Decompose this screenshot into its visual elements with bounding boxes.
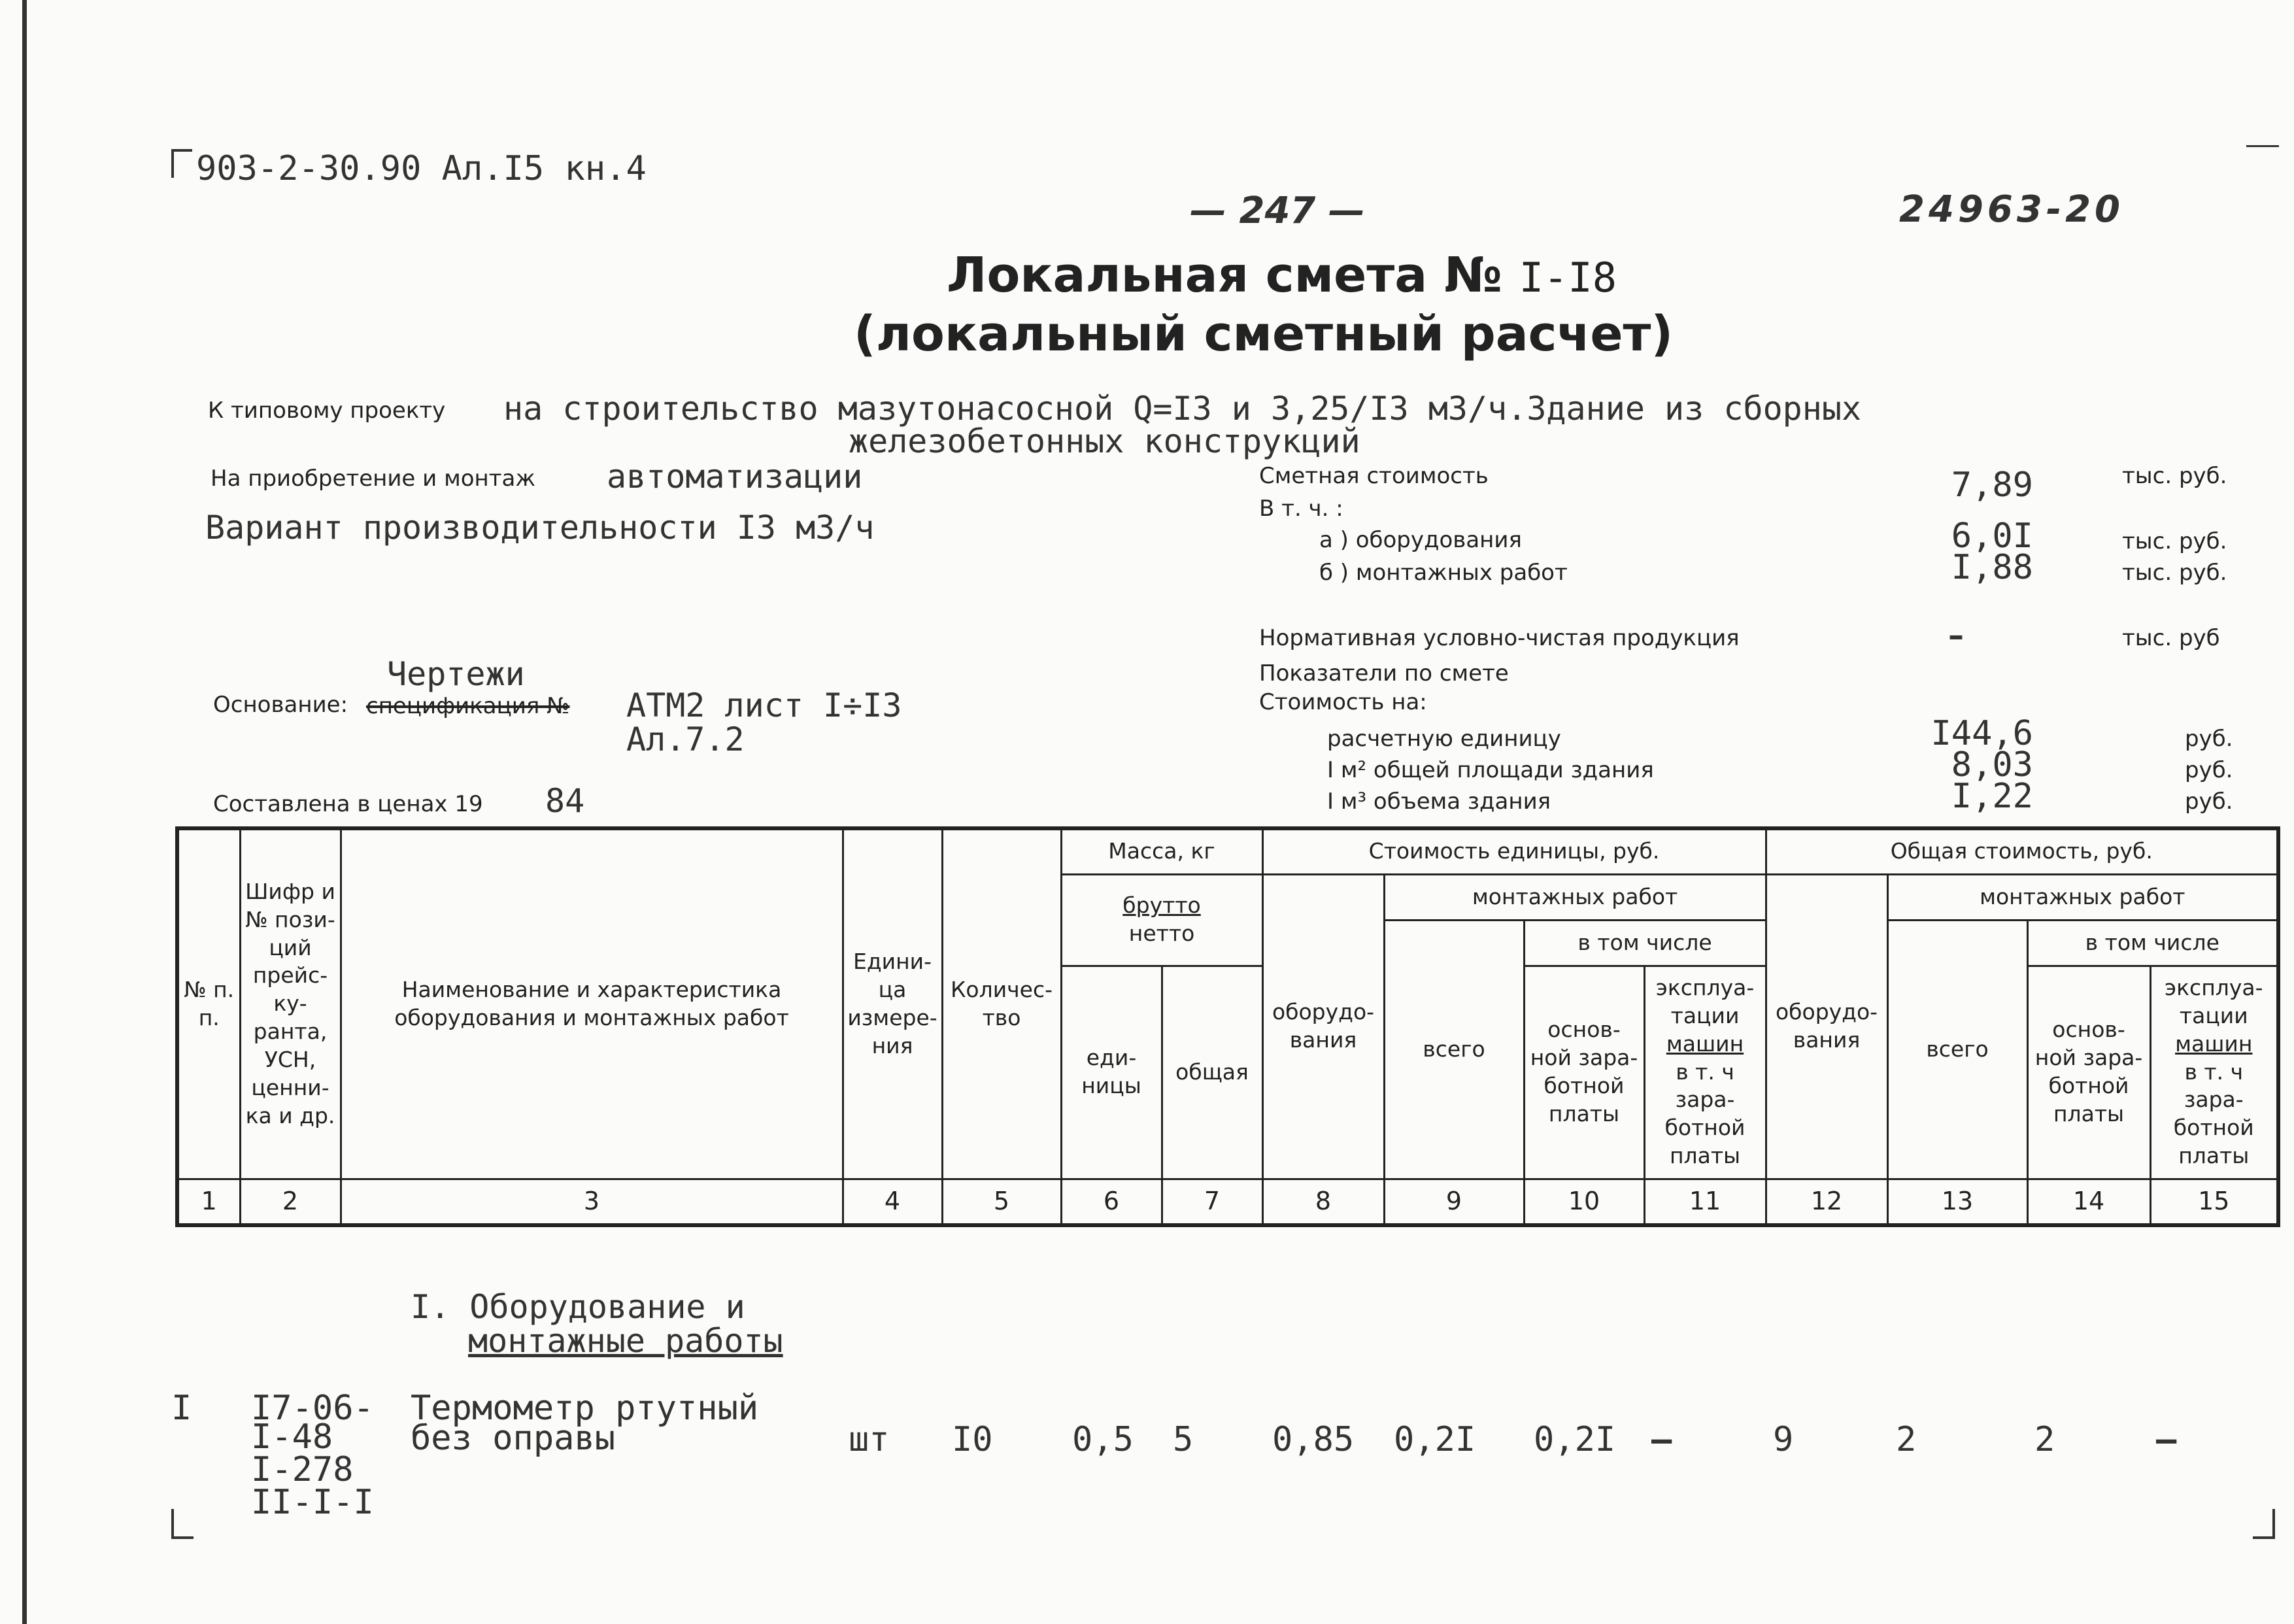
page-number-value: 247 <box>1239 190 1316 232</box>
row-total-install-all: 2 <box>1896 1420 1917 1459</box>
col-header-total-cost: Общая стоимость, руб. <box>1766 828 2278 874</box>
col-header-mass-total: общая <box>1162 966 1262 1179</box>
col-number-5: 5 <box>942 1179 1061 1225</box>
col-number-1: 1 <box>177 1179 240 1225</box>
equipment-cost-unit: тыс. руб. <box>2122 528 2227 554</box>
row-cost-install-machines: – <box>1651 1420 1672 1459</box>
col-number-6: 6 <box>1061 1179 1162 1225</box>
variant-text: Вариант производительности I3 м3/ч <box>205 509 875 547</box>
purpose-value: автоматизации <box>607 458 863 496</box>
estimated-cost-unit: тыс. руб. <box>2122 463 2227 489</box>
per-m2-unit: руб. <box>2185 757 2233 783</box>
col-number-14: 14 <box>2027 1179 2150 1225</box>
col-header-unit-incl: в том числе <box>1524 920 1766 966</box>
title-line1 <box>947 247 1617 303</box>
col-header-num: № п. п. <box>177 828 240 1179</box>
inventory-number: 24963-20 <box>1899 188 2124 231</box>
row-cost-install-wage: 0,2I <box>1534 1420 1616 1459</box>
project-value-line2: железобетонных конструкций <box>849 422 1360 460</box>
row-qty: I0 <box>952 1420 993 1459</box>
basis-label: Основание: <box>213 692 348 718</box>
purpose-label: На приобретение и монтаж <box>211 465 536 492</box>
row-name-1: Термометр ртутный <box>411 1389 759 1428</box>
basis-handwritten: Чертежи <box>387 655 525 693</box>
left-margin-rule <box>22 0 27 1624</box>
per-unit-unit: руб. <box>2185 726 2233 752</box>
row-code-1: I7-06- <box>251 1389 374 1428</box>
row-total-install-wage: 2 <box>2034 1420 2055 1459</box>
row-code-4: II-I-I <box>251 1483 374 1522</box>
row-code-3: I-278 <box>251 1450 354 1489</box>
per-m3-unit: руб. <box>2185 788 2233 815</box>
col-header-total-install-all: всего <box>1887 920 2027 1179</box>
installation-cost-value: I,88 <box>1951 548 2033 587</box>
col-number-7: 7 <box>1162 1179 1262 1225</box>
col-header-unit-wage: основ- ной зара- ботной платы <box>1524 966 1644 1179</box>
col-header-total-wage: основ- ной зара- ботной платы <box>2027 966 2150 1179</box>
normative-value: – <box>1948 617 1964 654</box>
col-number-8: 8 <box>1262 1179 1384 1225</box>
col-header-unit-install: монтажных работ <box>1384 874 1766 920</box>
col-header-name: Наименование и характеристика оборудования и монтажных работ <box>341 828 843 1179</box>
title-line2: (локальный сметный расчет) <box>854 306 1674 362</box>
col-header-total-install: монтажных работ <box>1887 874 2278 920</box>
row-unit: шт <box>849 1420 890 1459</box>
row-code-2: I-48 <box>251 1417 333 1457</box>
project-label: К типовому проекту <box>208 398 446 424</box>
col-header-unit: Едини- ца измере- ния <box>843 828 942 1179</box>
col-number-11: 11 <box>1644 1179 1766 1225</box>
col-number-10: 10 <box>1524 1179 1644 1225</box>
page-number: — 247 — <box>1190 190 1365 232</box>
netto-label: нетто <box>1128 921 1195 946</box>
col-number-2: 2 <box>240 1179 341 1225</box>
installation-cost-unit: тыс. руб. <box>2122 560 2227 586</box>
col-header-total-machines <box>2150 966 2278 1179</box>
project-code: 903-2-30.90 Ал.I5 кн.4 <box>196 149 647 188</box>
equipment-cost-label: а ) оборудования <box>1319 527 1522 553</box>
row-cost-install-all: 0,2I <box>1394 1420 1476 1459</box>
brutto-label: брутто <box>1122 892 1201 919</box>
title-prefix: Локальная смета № <box>947 247 1502 303</box>
prices-year: 84 <box>545 782 585 820</box>
machines-label-c: в т. ч зара- ботной платы <box>1664 1058 1746 1169</box>
col-header-code: Шифр и № пози- ций прейс- ку- ранта, УСН, ценни- ка и др. <box>240 828 341 1179</box>
per-m3-label: I м³ объема здания <box>1327 788 1551 815</box>
row-mass-total: 5 <box>1173 1420 1194 1459</box>
normative-unit: тыс. руб <box>2122 625 2220 651</box>
machines-label-a: эксплуа- тации <box>1655 974 1755 1028</box>
col-header-qty: Количес- тво <box>942 828 1061 1179</box>
machines-label-a: эксплуа- тации <box>2165 974 2263 1028</box>
per-unit-label: расчетную единицу <box>1327 726 1561 752</box>
machines-label-c: в т. ч зара- ботной платы <box>2173 1058 2254 1169</box>
col-header-total-incl: в том числе <box>2027 920 2278 966</box>
per-m3-value: I,22 <box>1951 777 2033 816</box>
per-m2-label: I м² общей площади здания <box>1327 757 1654 783</box>
corner-mark-bottom-right <box>2253 1509 2275 1539</box>
row-name-2: без оправы <box>411 1419 616 1458</box>
col-number-13: 13 <box>1887 1179 2027 1225</box>
indicators-label: Показатели по смете <box>1259 660 1509 686</box>
machines-label-b: машин <box>1666 1030 1744 1057</box>
col-number-15: 15 <box>2150 1179 2278 1225</box>
corner-mark-bottom-left <box>171 1509 194 1539</box>
including-label: В т. ч. : <box>1259 496 1343 522</box>
col-header-unit-cost: Стоимость единицы, руб. <box>1262 828 1766 874</box>
col-number-4: 4 <box>843 1179 942 1225</box>
col-number-3: 3 <box>341 1179 843 1225</box>
row-total-equipment: 9 <box>1773 1420 1794 1459</box>
corner-mark-top-left <box>171 149 192 178</box>
estimated-cost-label: Сметная стоимость <box>1259 463 1489 489</box>
basis-value-line2: Ал.7.2 <box>626 720 745 758</box>
section-heading-line1: I. Оборудование и <box>411 1288 745 1326</box>
basis-struck-text: спецификация № <box>366 693 570 719</box>
corner-mark-top-right <box>2246 145 2279 147</box>
per-m2-value: 8,03 <box>1951 745 2033 785</box>
col-header-unit-install-all: всего <box>1384 920 1524 1179</box>
machines-label-b: машин <box>2175 1030 2253 1057</box>
col-number-12: 12 <box>1766 1179 1887 1225</box>
row-total-install-machines: – <box>2156 1420 2177 1459</box>
equipment-cost-value: 6,0I <box>1951 516 2033 556</box>
row-mass-unit: 0,5 <box>1072 1420 1134 1459</box>
col-number-9: 9 <box>1384 1179 1524 1225</box>
project-value-line1: на строительство мазутонасосной Q=I3 и 3,25/I3 м3/ч.Здание из сборных <box>503 390 1862 428</box>
col-header-mass: Масса, кг <box>1061 828 1262 874</box>
col-header-total-equipment: оборудо- вания <box>1766 874 1887 1179</box>
row-num: I <box>171 1389 192 1428</box>
basis-value-line1: АТМ2 лист I÷I3 <box>626 686 902 724</box>
estimated-cost-value: 7,89 <box>1951 465 2033 505</box>
installation-cost-label: б ) монтажных работ <box>1319 560 1568 586</box>
col-header-mass-unit: еди- ницы <box>1061 966 1162 1179</box>
estimate-header-table <box>175 826 2280 1227</box>
section-heading-line2: монтажные работы <box>468 1322 783 1360</box>
prices-label: Составлена в ценах 19 <box>213 791 483 817</box>
cost-per-label: Стоимость на: <box>1259 689 1427 715</box>
estimate-number: I-I8 <box>1519 254 1617 301</box>
col-header-unit-equipment: оборудо- вания <box>1262 874 1384 1179</box>
col-header-brutto-netto <box>1061 874 1262 966</box>
per-unit-value: I44,6 <box>1931 714 2033 753</box>
row-cost-equipment: 0,85 <box>1272 1420 1355 1459</box>
normative-label: Нормативная условно-чистая продукция <box>1259 625 1740 651</box>
col-header-unit-machines <box>1644 966 1766 1179</box>
